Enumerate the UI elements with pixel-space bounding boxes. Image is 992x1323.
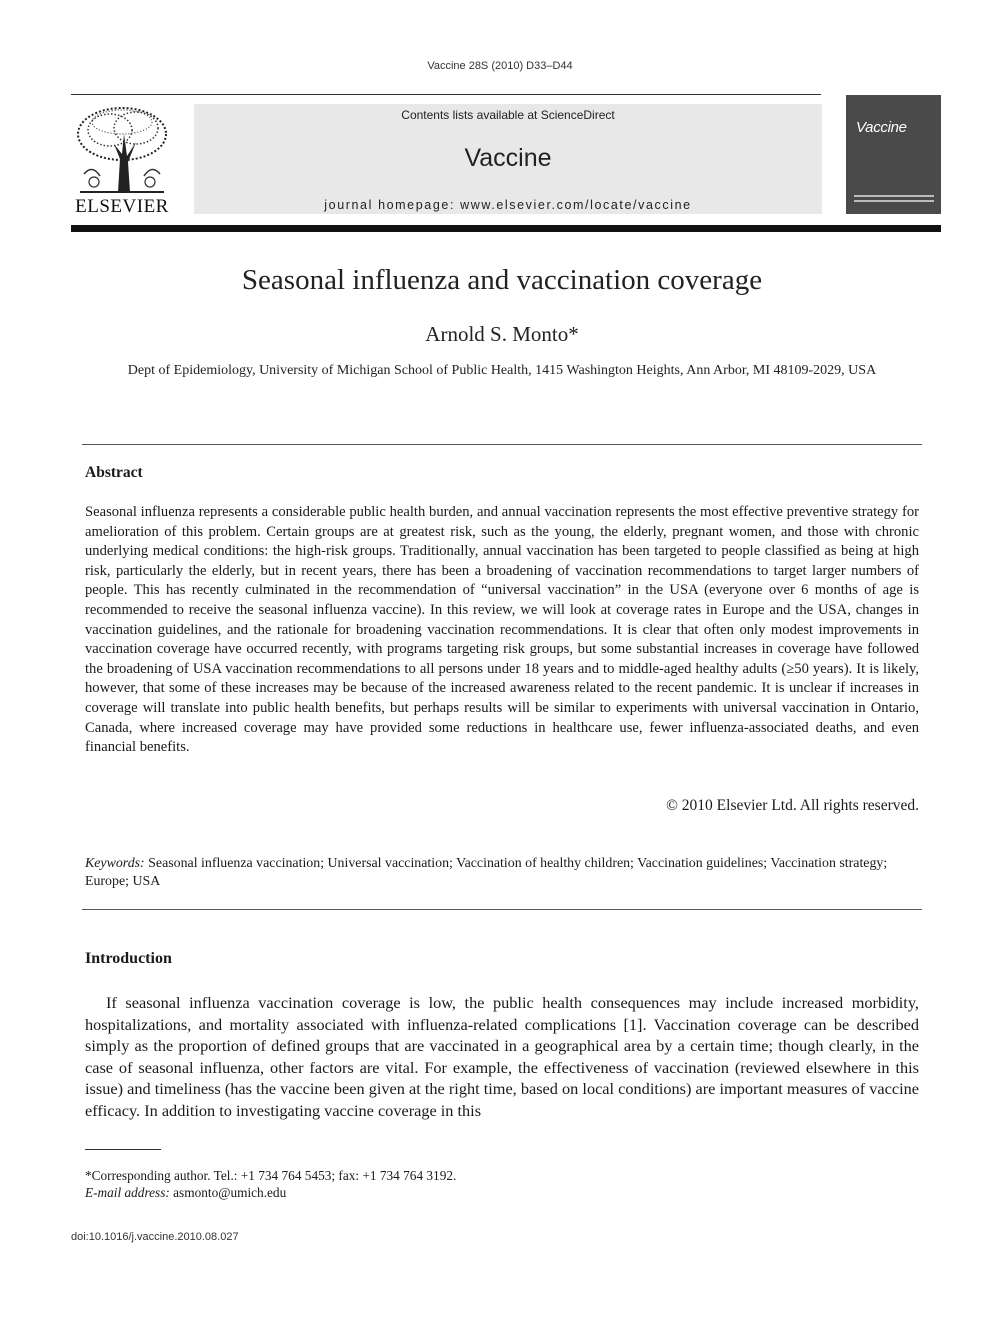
- author-affiliation: Dept of Epidemiology, University of Michigan School of Public Health, 1415 Washington Heights, Ann Arbor, MI 48109-2029, USA: [127, 363, 877, 378]
- journal-banner: [194, 104, 822, 214]
- elsevier-wordmark: ELSEVIER: [75, 196, 169, 217]
- keywords-label: Keywords:: [85, 856, 145, 871]
- sciencedirect-link[interactable]: Contents lists available at ScienceDirect: [401, 108, 615, 122]
- abstract-heading: Abstract: [85, 464, 143, 481]
- footnote: [85, 1167, 456, 1201]
- introduction-heading: Introduction: [85, 950, 172, 967]
- journal-cover-thumbnail: [846, 95, 941, 214]
- email-address[interactable]: asmonto@umich.edu: [173, 1185, 287, 1200]
- email-line: [85, 1184, 456, 1201]
- header-top-rule: [71, 94, 821, 95]
- cover-title: Vaccine: [856, 119, 907, 136]
- keywords-text: Seasonal influenza vaccination; Universal vaccination; Vaccination of healthy children; Vaccination guidelines; Vaccination strategy; Europe; USA: [85, 856, 888, 889]
- footnote-rule: [85, 1149, 161, 1150]
- elsevier-logo: [70, 104, 174, 216]
- journal-homepage-link[interactable]: journal homepage: www.elsevier.com/locate/vaccine: [324, 198, 692, 212]
- abstract-bottom-rule: [82, 909, 922, 910]
- copyright-notice: © 2010 Elsevier Ltd. All rights reserved.: [666, 797, 919, 814]
- doi[interactable]: doi:10.1016/j.vaccine.2010.08.027: [71, 1231, 239, 1243]
- cover-text-lines: [854, 195, 934, 205]
- corresponding-author-note: *Corresponding author. Tel.: +1 734 764 5453; fax: +1 734 764 3192.: [85, 1168, 457, 1183]
- abstract-text: Seasonal influenza represents a considerable public health burden, and annual vaccination represents the most effective preventive strategy for amelioration of this problem. Certain groups are at greatest risk, such as the young, the elderly, pregnant women, and those with chronic underlying medical conditions: the high-risk groups. Traditionally, annual vaccination has been targeted to people classified as being at high risk, particularly the elderly, but in recent years, there has been a broadening of vaccination recommendations to target larger numbers of people. This has recently culminated in the recommendation of “universal vaccination” in the USA (everyone over 6 months of age is recommended to receive the seasonal influenza vaccine). In this review, we will look at coverage rates in Europe and the USA, changes in vaccination guidelines, and the rationale for broadening vaccination recommendations. It is clear that often only modest improvements in vaccination coverage have occurred recently, with programs targeting risk groups, but some substantial increases in coverage have followed the broadening of USA vaccination recommendations to all persons under 18 years and to middle-aged healthy adults (≥50 years). It is likely, however, that some of these increases may be because of the increased awareness related to the recent pandemic. It is unclear if increases in coverage will translate into public health benefits, but perhaps results will be similar to experiments with universal vaccination in Ontario, Canada, where increased coverage may have provided some reductions in healthcare use, fewer influenza-associated deaths, and even financial benefits.: [85, 504, 919, 756]
- article-author: Arnold S. Monto*: [425, 322, 579, 346]
- journal-citation: Vaccine 28S (2010) D33–D44: [427, 60, 573, 72]
- header-thick-rule: [71, 225, 941, 232]
- introduction-text: If seasonal influenza vaccination coverage is low, the public health consequences may include increased morbidity, hospitalizations, and mortality associated with influenza-related complications [1]. Vaccination coverage can be described simply as the proportion of defined groups that are vaccinated in a geographical area by a certain time; though clearly, in the case of seasonal influenza, other factors are vital. For example, the effectiveness of vaccination (reviewed elsewhere in this issue) and timeliness (has the vaccine been given at the right time, based on local conditions) are important measures of vaccine efficacy. In addition to investigating vaccine coverage in this: [85, 993, 919, 1120]
- abstract-top-rule: [82, 444, 922, 445]
- email-label: E-mail address:: [85, 1185, 170, 1200]
- keywords: [85, 855, 919, 891]
- article-title: Seasonal influenza and vaccination coverage: [241, 264, 763, 296]
- journal-title: Vaccine: [464, 144, 552, 172]
- elsevier-tree-icon: [70, 104, 174, 196]
